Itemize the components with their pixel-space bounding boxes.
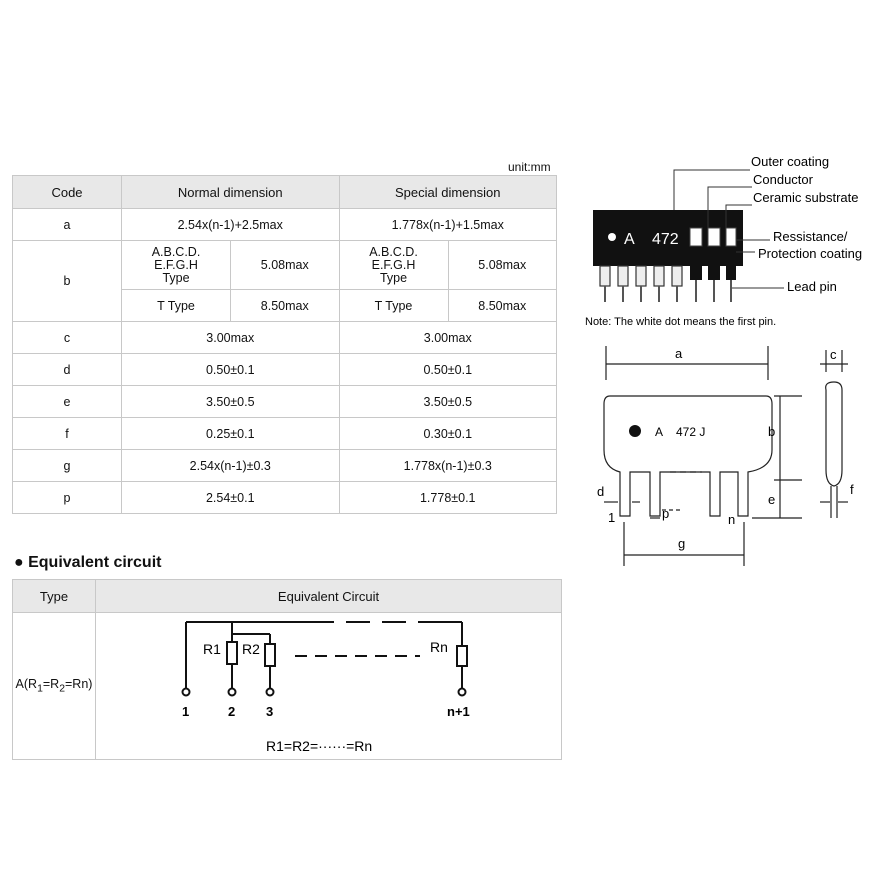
first-pin-dot-outline: [629, 425, 641, 437]
resistance-label-1: Ressistance/: [773, 229, 848, 244]
pin-1-label: 1: [182, 704, 190, 719]
normal-cell: 8.50max: [231, 290, 340, 322]
note-label: Note: The white dot means the first pin.: [585, 316, 777, 328]
normal-sub-label: T Type: [122, 290, 231, 322]
special-cell: 8.50max: [448, 290, 557, 322]
type-text: =R: [42, 677, 60, 692]
marking-a: A: [624, 231, 635, 248]
normal-cell: 2.54±0.1: [122, 482, 340, 514]
special-cell: 3.50±0.5: [339, 386, 557, 418]
special-cell: 3.00max: [339, 322, 557, 354]
table-row: [13, 386, 557, 418]
dim-e-label: e: [768, 492, 776, 507]
header-special: Special dimension: [339, 176, 557, 209]
code-cell: a: [13, 209, 122, 241]
ceramic-label: Ceramic substrate: [753, 190, 859, 205]
special-sub-label: [339, 241, 448, 290]
special-cell: 0.50±0.1: [339, 354, 557, 386]
type-text: A(R: [15, 677, 38, 692]
dim-f-label: f: [850, 482, 854, 497]
special-cell: 5.08max: [448, 241, 557, 290]
code-cell: g: [13, 450, 122, 482]
code-cell: d: [13, 354, 122, 386]
table-row: [13, 482, 557, 514]
normal-sub-label: [122, 241, 231, 290]
type-text: =Rn): [65, 677, 93, 692]
sub-label-line: Type: [379, 270, 408, 285]
code-cell: c: [13, 322, 122, 354]
unit-label: unit:mm: [508, 160, 551, 174]
code-cell: b: [13, 241, 122, 322]
header-circuit: Equivalent Circuit: [96, 580, 562, 613]
conductor-label: Conductor: [753, 172, 813, 187]
table-row: [13, 418, 557, 450]
table-header-row: [13, 176, 557, 209]
section-title: ● Equivalent circuit: [14, 554, 162, 571]
table-row: [13, 209, 557, 241]
code-cell: e: [13, 386, 122, 418]
sub-label-line: E.F.G.H: [154, 257, 198, 272]
circuit-diagram: [100, 612, 562, 760]
pin-1-outline-label: 1: [608, 510, 616, 525]
pin-2-label: 2: [228, 704, 236, 719]
resistance-label-2: Protection coating: [758, 246, 863, 261]
code-cell: p: [13, 482, 122, 514]
dim-g-label: g: [678, 536, 686, 551]
normal-cell: 0.50±0.1: [122, 354, 340, 386]
normal-cell: 3.00max: [122, 322, 340, 354]
outer-coating-label: Outer coating: [751, 154, 830, 169]
formula-label: R1=R2=······=Rn: [266, 738, 373, 754]
first-pin-dot: [608, 233, 616, 241]
header-type: Type: [13, 580, 96, 613]
special-cell: 0.30±0.1: [339, 418, 557, 450]
pin-n-outline-label: n: [728, 512, 736, 527]
table-row: [13, 354, 557, 386]
normal-cell: 2.54x(n-1)+2.5max: [122, 209, 340, 241]
header-normal: Normal dimension: [122, 176, 340, 209]
marking-code: 472: [652, 231, 679, 248]
sub-label-line: Type: [162, 270, 190, 285]
header-code: Code: [13, 176, 122, 209]
sub-label-line: E.F.G.H: [371, 257, 416, 272]
r1-label: R1: [203, 641, 221, 657]
dim-b-label: b: [768, 424, 776, 439]
outline-marking-code: 472 J: [676, 425, 706, 439]
table-row: [13, 241, 557, 290]
normal-cell: 5.08max: [231, 241, 340, 290]
special-cell: 1.778±0.1: [339, 482, 557, 514]
lead-pin-label: Lead pin: [787, 279, 837, 294]
special-cell: 1.778x(n-1)±0.3: [339, 450, 557, 482]
pin-3-label: 3: [266, 704, 274, 719]
table-header-row: [13, 580, 562, 613]
type-cell: [13, 613, 96, 760]
type-sub: 1: [37, 683, 43, 695]
sub-label-line: A.B.C.D.: [369, 244, 418, 259]
dim-d-label: d: [597, 484, 605, 499]
normal-cell: 3.50±0.5: [122, 386, 340, 418]
type-sub: 2: [59, 683, 65, 695]
dim-c-label: c: [830, 347, 837, 362]
dimension-table: [12, 175, 557, 514]
pin-n-label: n+1: [447, 704, 470, 719]
normal-cell: 2.54x(n-1)±0.3: [122, 450, 340, 482]
r2-label: R2: [242, 641, 260, 657]
code-cell: f: [13, 418, 122, 450]
table-row: [13, 450, 557, 482]
table-row: [13, 322, 557, 354]
dim-a-label: a: [675, 346, 683, 361]
normal-cell: 0.25±0.1: [122, 418, 340, 450]
component-diagram: [580, 150, 880, 570]
special-cell: 1.778x(n-1)+1.5max: [339, 209, 557, 241]
special-sub-label: T Type: [339, 290, 448, 322]
rn-label: Rn: [430, 639, 448, 655]
dim-p-label: p: [662, 506, 670, 521]
sub-label-line: A.B.C.D.: [151, 244, 201, 259]
outline-marking-a: A: [655, 425, 664, 439]
